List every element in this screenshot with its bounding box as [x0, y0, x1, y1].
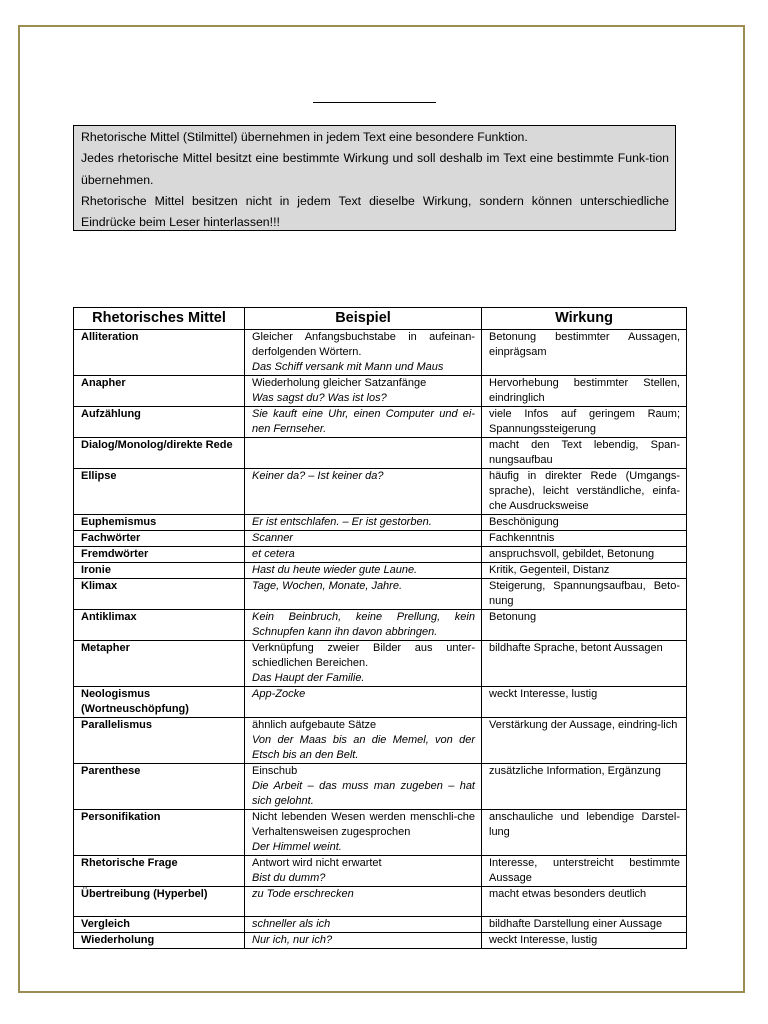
cell-term: Antiklimax: [74, 610, 245, 641]
cell-example: [245, 641, 482, 687]
cell-effect: weckt Interesse, lustig: [482, 687, 687, 718]
cell-example: [245, 547, 482, 563]
example-line: Nicht lebenden Wesen werden menschli-che Verhaltensweisen zugesprochen: [252, 811, 475, 838]
table-row: [74, 687, 687, 718]
example-line: Was sagst du? Was ist los?: [252, 392, 387, 404]
cell-example: [245, 330, 482, 376]
cell-term: Fremdwörter: [74, 547, 245, 563]
title-blank-line: [313, 102, 436, 103]
cell-example: [245, 407, 482, 438]
table-row: [74, 641, 687, 687]
cell-example: [245, 469, 482, 515]
cell-effect: Interesse, unterstreicht bestimmte Aussage: [482, 856, 687, 887]
cell-example: [245, 376, 482, 407]
example-line: Von der Maas bis an die Memel, von der Etsch bis an den Belt.: [252, 734, 475, 761]
cell-effect: zusätzliche Information, Ergänzung: [482, 764, 687, 810]
example-line: Einschub: [252, 765, 298, 777]
cell-example: [245, 917, 482, 933]
cell-example: [245, 579, 482, 610]
cell-term: Übertreibung (Hyperbel): [74, 887, 245, 917]
intro-line-1: Rhetorische Mittel (Stilmittel) übernehmen in jedem Text eine besondere Funktion.: [81, 130, 528, 144]
cell-effect: viele Infos auf geringem Raum; Spannungssteigerung: [482, 407, 687, 438]
example-line: Der Himmel weint.: [252, 841, 342, 853]
table-row: [74, 438, 687, 469]
example-line: Wiederholung gleicher Satzanfänge: [252, 377, 427, 389]
cell-effect: häufig in direkter Rede (Umgangs-sprache), leicht verständliche, einfa-che Ausdrucksweise: [482, 469, 687, 515]
example-line: Bist du dumm?: [252, 872, 326, 884]
example-line: Nur ich, nur ich?: [252, 934, 333, 946]
cell-effect: anspruchsvoll, gebildet, Betonung: [482, 547, 687, 563]
cell-example: [245, 438, 482, 469]
example-line: ähnlich aufgebaute Sätze: [252, 719, 377, 731]
table-row: [74, 330, 687, 376]
cell-effect: Fachkenntnis: [482, 531, 687, 547]
cell-term: Parenthese: [74, 764, 245, 810]
example-line: zu Tode erschrecken: [252, 888, 354, 900]
table-row: [74, 887, 687, 917]
cell-effect: Steigerung, Spannungsaufbau, Beto-nung: [482, 579, 687, 610]
cell-example: [245, 687, 482, 718]
intro-box: [73, 125, 676, 231]
example-line: schneller als ich: [252, 918, 331, 930]
cell-example: [245, 933, 482, 949]
header-term: Rhetorisches Mittel: [74, 308, 245, 330]
table-row: [74, 563, 687, 579]
cell-effect: macht den Text lebendig, Span-nungsaufbau: [482, 438, 687, 469]
example-line: App-Zocke: [252, 688, 306, 700]
example-line: Antwort wird nicht erwartet: [252, 857, 382, 869]
cell-example: [245, 764, 482, 810]
cell-effect: Verstärkung der Aussage, eindring-lich: [482, 718, 687, 764]
table-row: [74, 917, 687, 933]
example-line: Tage, Wochen, Monate, Jahre.: [252, 580, 403, 592]
example-line: Keiner da? – Ist keiner da?: [252, 470, 384, 482]
table-row: [74, 856, 687, 887]
cell-term: Vergleich: [74, 917, 245, 933]
cell-example: [245, 810, 482, 856]
table-row: [74, 610, 687, 641]
cell-effect: Beschönigung: [482, 515, 687, 531]
table-row: [74, 933, 687, 949]
cell-term: Metapher: [74, 641, 245, 687]
table-row: [74, 718, 687, 764]
cell-effect: bildhafte Sprache, betont Aussagen: [482, 641, 687, 687]
table-row: [74, 764, 687, 810]
example-line: Die Arbeit – das muss man zugeben – hat sich gelohnt.: [252, 780, 475, 807]
cell-effect: anschauliche und lebendige Darstel-lung: [482, 810, 687, 856]
example-line: Das Haupt der Familie.: [252, 672, 365, 684]
cell-effect: Hervorhebung bestimmter Stellen, eindringlich: [482, 376, 687, 407]
cell-example: [245, 515, 482, 531]
table-row: [74, 547, 687, 563]
example-line: Er ist entschlafen. – Er ist gestorben.: [252, 516, 432, 528]
table-header-row: [74, 308, 687, 330]
header-example: Beispiel: [245, 308, 482, 330]
cell-term: Fachwörter: [74, 531, 245, 547]
cell-example: [245, 531, 482, 547]
cell-term: Personifikation: [74, 810, 245, 856]
table-row: [74, 579, 687, 610]
cell-effect: Betonung bestimmter Aussagen, einprägsam: [482, 330, 687, 376]
cell-term: Ellipse: [74, 469, 245, 515]
cell-example: [245, 856, 482, 887]
example-line: et cetera: [252, 548, 295, 560]
cell-term: Anapher: [74, 376, 245, 407]
example-line: Das Schiff versank mit Mann und Maus: [252, 361, 444, 373]
example-line: Sie kauft eine Uhr, einen Computer und ei-nen Fernseher.: [252, 408, 475, 435]
cell-term: Neologismus (Wortneuschöpfung): [74, 687, 245, 718]
example-line: Gleicher Anfangsbuchstabe in aufeinan-derfolgenden Wörtern.: [252, 331, 475, 358]
example-line: Kein Beinbruch, keine Prellung, kein Schnupfen kann ihn davon abbringen.: [252, 611, 475, 638]
example-line: Scanner: [252, 532, 293, 544]
cell-term: Euphemismus: [74, 515, 245, 531]
cell-term: Ironie: [74, 563, 245, 579]
table-row: [74, 515, 687, 531]
cell-example: [245, 610, 482, 641]
cell-effect: Kritik, Gegenteil, Distanz: [482, 563, 687, 579]
intro-line-3: Rhetorische Mittel besitzen nicht in jedem Text dieselbe Wirkung, sondern können unterschiedliche Eindrücke beim Leser hinterlassen!!!: [81, 193, 669, 230]
table-row: [74, 407, 687, 438]
cell-effect: Betonung: [482, 610, 687, 641]
example-line: Hast du heute wieder gute Laune.: [252, 564, 418, 576]
cell-example: [245, 887, 482, 917]
cell-effect: bildhafte Darstellung einer Aussage: [482, 917, 687, 933]
table-body: [74, 330, 687, 949]
table-row: [74, 376, 687, 407]
table-row: [74, 531, 687, 547]
cell-example: [245, 718, 482, 764]
cell-effect: weckt Interesse, lustig: [482, 933, 687, 949]
example-line: Verknüpfung zweier Bilder aus unter-schiedlichen Bereichen.: [252, 642, 475, 669]
header-effect: Wirkung: [482, 308, 687, 330]
intro-line-2: Jedes rhetorische Mittel besitzt eine bestimmte Wirkung und soll deshalb im Text eine bestimmte Funk-tion übernehmen.: [81, 151, 669, 187]
cell-term: Dialog/Monolog/direkte Rede: [74, 438, 245, 469]
cell-term: Aufzählung: [74, 407, 245, 438]
cell-example: [245, 563, 482, 579]
rhetoric-table: [73, 307, 687, 949]
table-row: [74, 810, 687, 856]
cell-term: Alliteration: [74, 330, 245, 376]
cell-effect: macht etwas besonders deutlich: [482, 887, 687, 917]
cell-term: Parallelismus: [74, 718, 245, 764]
table-row: [74, 469, 687, 515]
cell-term: Rhetorische Frage: [74, 856, 245, 887]
cell-term: Klimax: [74, 579, 245, 610]
cell-term: Wiederholung: [74, 933, 245, 949]
